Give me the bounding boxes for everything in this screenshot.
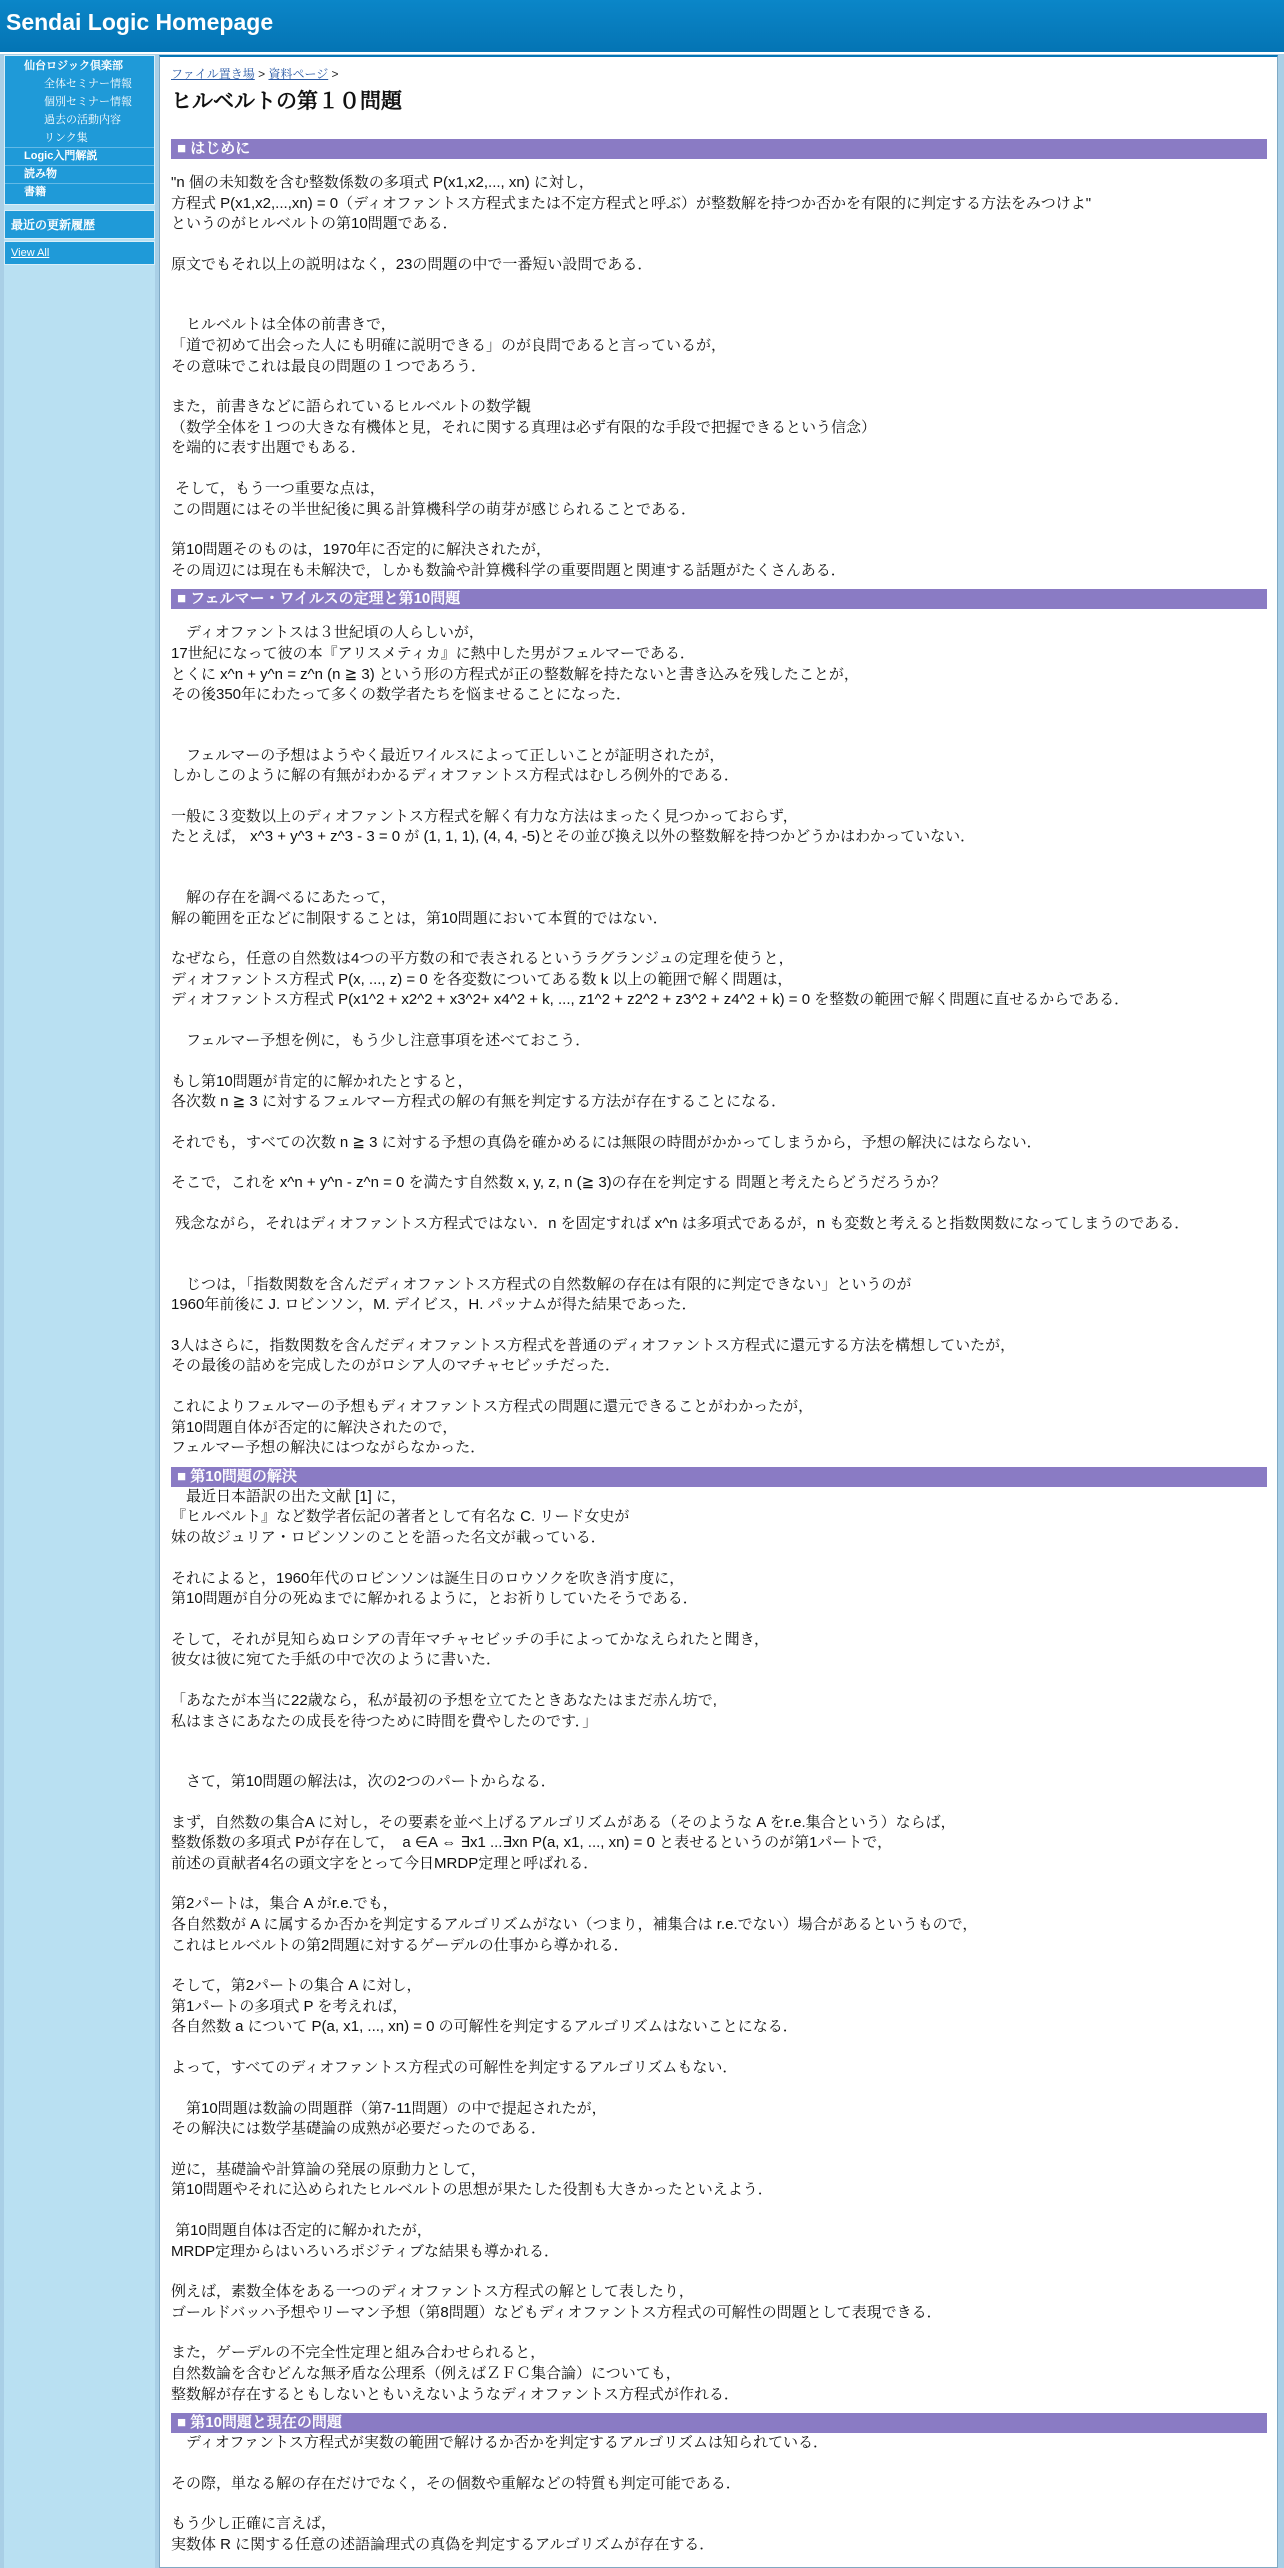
paragraph: そして，それが見知らぬロシアの青年マチャセビッチの手によってかなえられたと聞き， 彼女は彼に宛てた手紙の中で次のように書いた． <box>171 1630 770 1669</box>
paragraph: よって，すべてのディオファントス方程式の可解性を判定するアルゴリズムもない． <box>171 2059 738 2077</box>
recent-updates-title: 最近の更新履歴 <box>4 210 155 239</box>
paragraph: それによると，1960年代のロビンソンは誕生日のロウソクを吹き消す度に， 第10問題が自分の死ぬまでに解かれるように，とお祈りしていたそうである． <box>171 1569 698 1608</box>
paragraph: 解の存在を調べるにあたって， 解の範囲を正などに制限することは，第10問題において本質的ではない． <box>171 889 668 927</box>
site-header <box>0 0 1284 54</box>
paragraph: そして，もう一つ重要な点は， この問題にはその半世紀後に興る計算機科学の萌芽が感じられることである． <box>171 479 697 518</box>
paragraph: さて，第10問題の解法は，次の2つのパートからなる． <box>171 1773 556 1791</box>
paragraph: 逆に，基礎論や計算論の発展の原動力として， 第10問題やそれに込められたヒルベルトの思想が果たした役割も大きかったといえよう． <box>171 2160 773 2199</box>
paragraph: じつは，「指数関数を含んだディオファントス方程式の自然数解の存在は有限的に判定できない」というのが 1960年前後に J. ロビンソン，M. デイビス，H. パッナムが得た結果であった． <box>171 1275 912 1314</box>
sidebar-item-readings[interactable]: 読み物 <box>5 166 154 184</box>
paragraph: 残念ながら，それはディオファントス方程式ではない．n を固定すれば x^n は多項式であるが，n も変数と考えると指数関数になってしまうのである． <box>171 1215 1190 1232</box>
sidebar-item-books[interactable]: 書籍 <box>24 186 46 198</box>
paragraph: ディオファントス方程式が実数の範囲で解けるか否かを判定するアルゴリズムは知られている． <box>171 2434 829 2452</box>
sidebar-item-links[interactable]: リンク集 <box>5 129 154 148</box>
breadcrumb-separator-end: > <box>328 67 339 81</box>
breadcrumb-materials-link[interactable]: 資料ページ <box>268 67 329 81</box>
paragraph: 原文でもそれ以上の説明はなく，23の問題の中で一番短い設問である． <box>171 255 653 273</box>
paragraph: 第10問題そのものは，1970年に否定的に解決されたが， その周辺には現在も未解決で，しかも数論や計算機科学の重要問題と関連する話題がたくさんある． <box>171 541 846 579</box>
breadcrumb <box>171 65 1267 83</box>
sidebar-item-seminar-individual[interactable]: 個別セミナー情報 <box>44 96 132 108</box>
section-heading-current-problems: ■ 第10問題と現在の問題 <box>171 2413 1267 2433</box>
paragraph: また，前書きなどに語られているヒルベルトの数学観 （数学全体を１つの大きな有機体と見，それに関する真理は必ず有限的な手段で把握できるという信念） を端的に表す出題でもある． <box>171 398 877 457</box>
sidebar-item-past-activities[interactable]: 過去の活動内容 <box>44 114 121 126</box>
paragraph: 一般に３変数以上のディオファントス方程式を解く有力な方法はまったく見つかっておらず， たとえば， x^3 + y^3 + z^3 - 3 = 0 が (1, 1, 1), (4, 4, -5)とその並び換え以外の整数解を持つかどうかはわかっていない． <box>171 807 976 846</box>
view-all-link[interactable]: View All <box>11 247 50 259</box>
sidebar-item-sendai-logic-club[interactable]: 仙台ロジック倶楽部 <box>24 60 123 72</box>
section-heading-introduction: ■ はじめに <box>171 139 1267 159</box>
paragraph: その際，単なる解の存在だけでなく，その個数や重解などの特質も判定可能である． <box>171 2474 741 2492</box>
paragraph: 例えば，素数全体をある一つのディオファントス方程式の解として表したり， ゴールドバッハ予想やリーマン予想（第8問題）などもディオファントス方程式の可解性の問題として表現できる． <box>171 2283 942 2321</box>
page-title: ヒルベルトの第１０問題 <box>171 90 402 113</box>
sidebar-menu <box>4 55 155 205</box>
paragraph: そして，第2パートの集合 A に対し， 第1パートの多項式 P を考えれば， 各自然数 a について P(a, x1, ..., xn) = 0 の可解性を判定するアルゴリズムはないことになる． <box>171 1977 798 2036</box>
breadcrumb-separator: > <box>254 67 269 81</box>
paragraph: フェルマー予想を例に，もう少し注意事項を述べておこう． <box>171 1032 591 1050</box>
paragraph: それでも，すべての次数 n ≧ 3 に対する予想の真偽を確かめるには無限の時間がかかってしまうから，予想の解決にはならない． <box>171 1133 1042 1151</box>
breadcrumb-file-storage-link[interactable]: ファイル置き場 <box>171 67 255 81</box>
paragraph: 「あなたが本当に22歳なら，私が最初の予想を立てたときあなたはまだ赤ん坊で, 私はまさにあなたの成長を待つために時間を費やしたのです．」 <box>171 1691 717 1730</box>
paragraph: また，ゲーデルの不完全性定理と組み合わせられると， 自然数論を含むどんな無矛盾な公理系（例えばＺＦＣ集合論）についても， 整数解が存在するともしないともいえないようなディオファントス方程式が作れる． <box>171 2344 739 2403</box>
paragraph: 3人はさらに，指数関数を含んだディオファントス方程式を普通のディオファントス方程式に還元する方法を構想していたが， その最後の詰めを完成したのがロシア人のマチャセビッチだった． <box>171 1336 1016 1375</box>
view-all-container <box>4 241 155 265</box>
main-content <box>159 55 1278 2568</box>
sidebar-item-seminar-all[interactable]: 全体セミナー情報 <box>44 78 132 90</box>
recent-updates <box>4 210 155 265</box>
paragraph: 第10問題は数論の問題群（第7-11問題）の中で提起されたが， その解決には数学基礎論の成熟が必要だったのである． <box>171 2099 607 2138</box>
paragraph: 第2パートは，集合 A がr.e.でも， 各自然数が A に属するか否かを判定するアルゴリズムがない（つまり，補集合は r.e.でない）場合があるというもので， これはヒルベルトの第2問題に対するゲーデルの仕事から導かれる． <box>171 1895 978 1954</box>
paragraph: 第10問題自体は否定的に解かれたが， MRDP定理からはいろいろポジティブな結果も導かれる． <box>171 2222 559 2260</box>
sidebar <box>4 55 155 2568</box>
paragraph: ディオファントスは３世紀頃の人らしいが， 17世紀になって彼の本『アリスメティカ』に熱中した男がフェルマーである． とくに x^n + y^n = z^n (n ≧ 3) という形の方程式が正の整数解を持たないと書き込みを残したことが， その後350年にわたって多くの数学者たちを悩ませることになった． <box>171 624 859 704</box>
paragraph: もし第10問題が肯定的に解かれたとすると， 各次数 n ≧ 3 に対するフェルマー方程式の解の有無を判定する方法が存在することになる． <box>171 1072 787 1111</box>
section-heading-solution: ■ 第10問題の解決 <box>171 1467 1267 1487</box>
sidebar-item-logic-intro[interactable]: Logic入門解説 <box>5 148 154 166</box>
paragraph: そこで，これを x^n + y^n - z^n = 0 を満たす自然数 x, y, z, n (≧ 3)の存在を判定する 問題と考えたらどうだろうか？ <box>171 1174 946 1192</box>
paragraph: ヒルベルトは全体の前書きで， 「道で初めて出会った人にも明確に説明できる」のが良問であると言っているが， その意味でこれは最良の問題の１つであろう． <box>171 316 727 375</box>
paragraph: これによりフェルマーの予想もディオファントス方程式の問題に還元できることがわかったが， 第10問題自体が否定的に解決されたので， フェルマー予想の解決にはつながらなかった． <box>171 1397 814 1457</box>
paragraph: "n 個の未知数を含む整数係数の多項式 P(x1,x2,..., xn) に対し， 方程式 P(x1,x2,...,xn) = 0（ディオファントス方程式または不定方程式と呼ぶ）が整数解を持つか否かを有限的に判定する方法をみつけよ" というのがヒルベルトの第10問題である． <box>171 174 1092 233</box>
paragraph: 最近日本語訳の出た文献 [1] に， 『ヒルベルト』など数学者伝記の著者として有名な C. リード女史が 妹の故ジュリア・ロビンソンのことを語った名文が載っている． <box>171 1487 630 1546</box>
site-title[interactable]: Sendai Logic Homepage <box>6 9 274 35</box>
paragraph: まず，自然数の集合A に対し，その要素を並べ上げるアルゴリズムがある（そのような A をr.e.集合という）ならば， 整数係数の多項式 Pが存在して， a ∈A ⇔ ∃x1 ...∃xn P(a, x1, ..., xn) = 0 と表せるというのが第1パートで， 前述の貢献者4名の頭文字をとって今日MRDP定理と呼ばれる． <box>171 1813 956 1872</box>
section-heading-fermat-wiles: ■ フェルマー・ワイルスの定理と第10問題 <box>171 589 1267 609</box>
paragraph: フェルマーの予想はようやく最近ワイルスによって正しいことが証明されたが， しかしこのように解の有無がわかるディオファントス方程式はむしろ例外的である． <box>171 746 739 785</box>
paragraph: なぜなら，任意の自然数は4つの平方数の和で表されるというラグランジュの定理を使うと， ディオファントス方程式 P(x, ..., z) = 0 を各変数についてある数 k 以上の範囲で解く問題は， ディオファントス方程式 P(x1^2 + x2^2 + x3^2+ x4^2 + k, ..., z1^2 + z2^2 + z3^2 + z4^2 + k) = 0 を整数の範囲で解く問題に直せるからである． <box>171 950 1130 1009</box>
paragraph: もう少し正確に言えば， 実数体 R に関する任意の述語論理式の真偽を判定するアルゴリズムが存在する． <box>171 2515 715 2553</box>
